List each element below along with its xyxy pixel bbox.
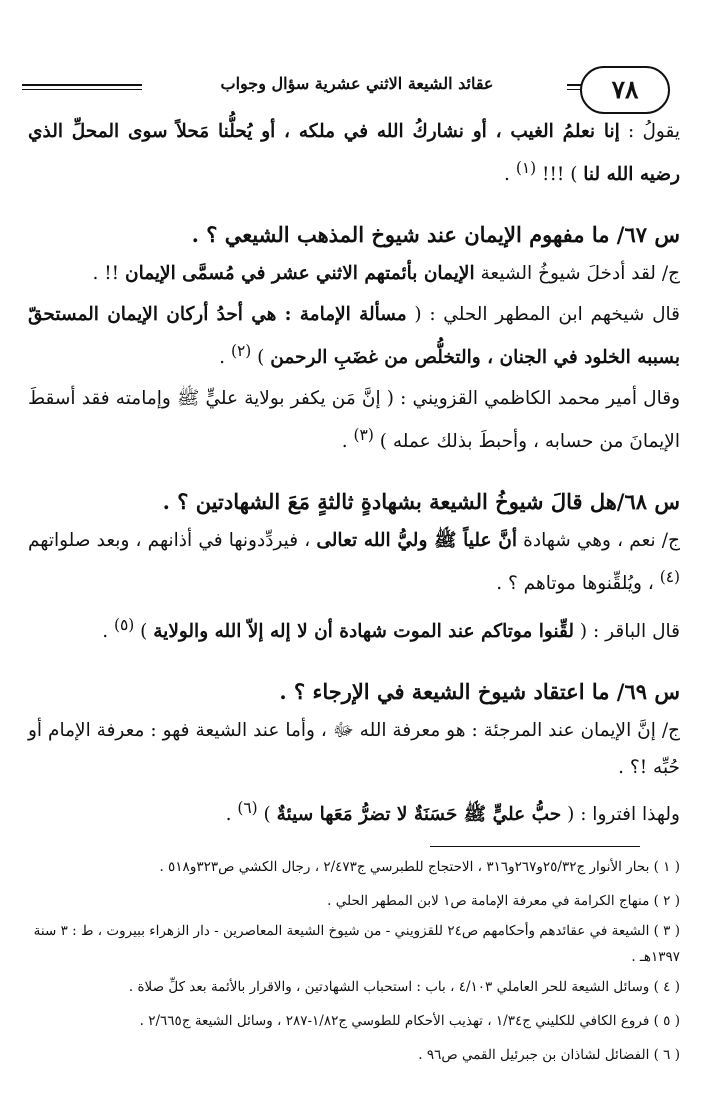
paragraph-quote-intro [28,113,680,193]
header-rule-left-bottom [22,89,142,90]
text: ، ويُلقِّنوها موتاهم ؟ . [496,573,660,595]
footnote-6: ( ٦ ) الفضائل لشاذان بن جبرئيل القمي ص٩٦ . [418,1047,680,1063]
text: . [219,347,231,369]
header-title: عقائد الشيعة الاثني عشرية سؤال وجواب [220,74,494,93]
footnote-ref[interactable]: (٢) [230,342,252,361]
question-69: س ٦٩/ ما اعتقاد شيوخ الشيعة في الإرجاء ؟ . [279,678,680,704]
running-header [22,66,682,116]
answer-67 [28,255,680,292]
text: !! . [92,263,125,285]
footnote-2: ( ٢ ) منهاج الكرامة في معرفة الإمامة ص١ لابن المطهر الحلي . [327,893,680,909]
text: قال شيخهم ابن المطهر الحلي : ( [406,304,680,326]
text: . [102,620,114,642]
text: . [504,164,516,186]
text: ، فيردِّدونها في أذانهم ، وبعد صلواتهم [28,530,317,552]
footnote-1: ( ١ ) بحار الأنوار ج٢٥/٣٢و٢٦٧و٣١٦ ، الاحتجاج للطبرسي ج٢/٤٧٣ ، رجال الكشي ص٣٢٣و٥١٨ . [159,859,680,875]
text: ) [373,431,393,453]
text: ولهذا افتروا : ( [561,803,680,825]
text: ) [257,803,277,825]
answer-bold: الإيمان بأئمتهم الاثني عشر في مُسمَّى الإيمان [124,263,475,285]
footnote-3: ( ٣ ) الشيعة في عقائدهم وأحكامهم ص٢٤ للقزويني - من شيوخ الشيعة المعاصرين - دار الزهراء ببيروت ، ط : ٣ سنة ١٣٩٧هـ . [33,923,680,965]
footnote-separator [430,846,640,847]
paragraph-baqir [28,607,680,650]
text: ) [134,620,154,642]
text: ) !!! [536,164,584,186]
footnote-ref[interactable]: (٤) [659,568,680,587]
question-67: س ٦٧/ ما مفهوم الإيمان عند شيوخ المذهب الشيعي ؟ . [191,222,680,248]
text: ج/ نعم ، وهي شهادة [516,530,680,552]
question-68: س ٦٨/هل قالَ شيوخُ الشيعة بشهادةٍ ثالثةٍ مَعَ الشهادتين ؟ . [162,489,680,515]
quote-bold: إنا نعلمُ الغيب ، أو نشاركُ الله في ملكه ، أو يُحلُّنا مَحلاً سوى المحلِّ الذي رضيه الله لنا [28,121,680,186]
paragraph-last [28,790,680,833]
text: . [225,803,238,825]
header-rule-left-top [22,84,142,86]
footnote-ref[interactable]: (٣) [353,426,374,445]
footnote-4: ( ٤ ) وسائل الشيعة للحر العاملي ٤/١٠٣ ، باب : استحباب الشهادتين ، والاقرار بالأئمة بعد كلِّ صلاة . [128,979,680,995]
text: قال الباقر : ( [574,620,680,642]
page-number: ٧٨ [580,66,670,114]
text: يقولُ : [619,121,680,142]
text: وقال أمير محمد الكاظمي القزويني : ( [380,388,681,410]
quote-bold: حبُّ عليٍّ ﷺ حَسَنَةٌ لا تضرُّ مَعَها سيئةٌ [276,803,562,825]
text: ) [251,347,271,369]
quote-bold: لقِّنوا موتاكم عند الموت شهادة أن لا إله إلاّ الله والولاية [153,620,575,642]
answer-68 [28,522,680,602]
quote-text: إنَّ مَن يكفر بولاية عليٍّ ﷺ وإمامته فقد أسقطَ الإيمانَ من حسابه ، وأحبطَ بذلك عمله [28,388,680,453]
footnote-ref[interactable]: (٦) [237,798,258,817]
paragraph-hilli [28,296,680,376]
footnotes [28,850,680,1072]
quote-bold: مسألة الإمامة : هي أحدُ أركان الإيمان المستحقّ بسببه الخلود في الجنان ، والتخلُّص من غضَبِ الرحمن [28,304,680,369]
footnote-ref[interactable]: (١) [515,159,537,177]
text: ج/ لقد أدخلَ شيوخُ الشيعة [474,263,680,285]
footnote-5: ( ٥ ) فروع الكافي للكليني ج١/٣٤ ، تهذيب الأحكام للطوسي ج١/٨٢-٢٨٧ ، وسائل الشيعة ج٢/٦٦٥ . [139,1013,680,1029]
text: . [341,431,354,453]
body-text [28,113,680,833]
answer-69 [28,712,680,786]
footnote-ref[interactable]: (٥) [113,615,135,634]
answer-bold: أنَّ علياً ﷺ وليُّ الله تعالى [316,530,517,552]
text: ج/ إنَّ الإيمان عند المرجئة : هو معرفة الله ﷻ ، وأما عند الشيعة فهو : معرفة الإمام أو حُبِّه !؟ . [28,719,680,778]
paragraph-qazwini [28,380,680,460]
